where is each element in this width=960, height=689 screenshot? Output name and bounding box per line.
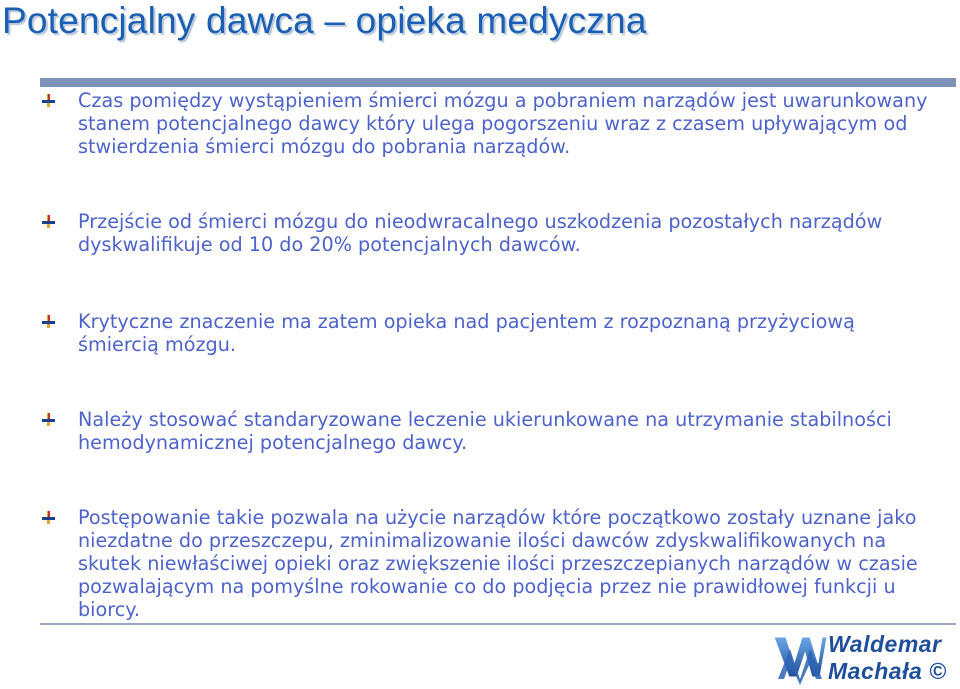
bullet-text: Krytyczne znaczenie ma zatem opieka nad pacjentem z rozpoznaną przyżyciową śmiercią mózgu. (78, 310, 855, 356)
bullet-icon (42, 413, 56, 426)
bullet-icon (42, 511, 56, 524)
footer-divider (40, 623, 956, 625)
bullet-icon (42, 215, 56, 228)
bullet-text: Należy stosować standaryzowane leczenie ukierunkowane na utrzymanie stabilności hemodynamicznej potencjalnego dawcy. (78, 408, 892, 454)
logo-line-2: Machała © (828, 658, 947, 684)
bullet-icon (42, 94, 56, 107)
bullet-text: Przejście od śmierci mózgu do nieodwracalnego uszkodzenia pozostałych narządów dyskwalifikuje od 10 do 20% potencjalnych dawców. (78, 210, 883, 256)
bullet-icon (42, 315, 56, 328)
slide-title: Potencjalny dawca – opieka medyczna (2, 0, 647, 41)
bullet-text: Czas pomiędzy wystąpieniem śmierci mózgu a pobraniem narządów jest uwarunkowany stanem potencjalnego dawcy który ulega pogorszeniu wraz z czasem upływającym od stwierdzenia śmierci mózgu do pobrania narządów. (78, 89, 928, 158)
logo-line-1: Waldemar (828, 631, 942, 657)
bullet-text: Postępowanie takie pozwala na użycie narządów które początkowo zostały uznane jako niezdatne do przeszczepu, zminimalizowanie ilości dawców zdyskwalifikowanych na skutek niewłaściwej opieki oraz zwiększenie ilości przeszczepianych narządów w czasie pozwalającym na pomyślne rokowanie co do podjęcia przez nie prawidłowej funkcji u biorcy. (78, 506, 918, 621)
wm-monogram-icon (772, 629, 828, 687)
title-divider (40, 78, 956, 87)
author-logo (772, 627, 960, 689)
